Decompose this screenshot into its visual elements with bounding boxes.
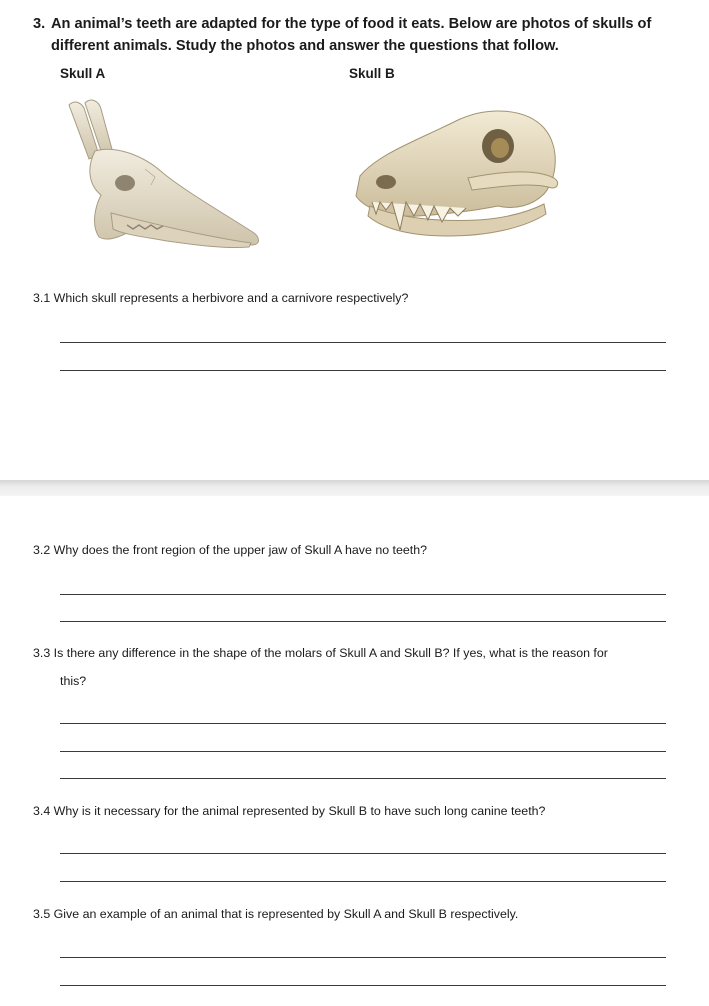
question-3-4 xyxy=(33,797,683,825)
question-3-5 xyxy=(33,900,683,928)
question-intro-line-1: An animal’s teeth are adapted for the type of food it eats. Below are photos of skulls of xyxy=(51,16,652,32)
answer-line[interactable] xyxy=(60,751,666,752)
answer-line[interactable] xyxy=(60,594,666,595)
question-intro-line-2: different animals. Study the photos and answer the questions that follow. xyxy=(51,38,559,54)
answer-line[interactable] xyxy=(60,342,666,343)
question-3-3-text: 3.3 Is there any difference in the shape of the molars of Skull A and Skull B? If yes, what is the reason for xyxy=(33,646,608,660)
question-3-5-text: 3.5 Give an example of an animal that is represented by Skull A and Skull B respectively. xyxy=(33,907,519,921)
skull-b-label: Skull B xyxy=(349,66,395,81)
question-3-heading xyxy=(33,13,693,57)
page-separator xyxy=(0,480,709,496)
answer-line[interactable] xyxy=(60,778,666,779)
question-3-3-text-cont: this? xyxy=(60,674,87,688)
question-3-2-text: 3.2 Why does the front region of the upper jaw of Skull A have no teeth? xyxy=(33,543,428,557)
answer-line[interactable] xyxy=(60,985,666,986)
answer-line[interactable] xyxy=(60,957,666,958)
answer-line[interactable] xyxy=(60,853,666,854)
question-number: 3. xyxy=(33,16,46,32)
answer-line[interactable] xyxy=(60,370,666,371)
question-3-2 xyxy=(33,536,683,564)
question-3-4-text: 3.4 Why is it necessary for the animal represented by Skull B to have such long canine teeth? xyxy=(33,804,546,818)
skull-b-photo xyxy=(348,98,570,246)
skull-a-photo xyxy=(55,95,270,255)
question-3-1 xyxy=(33,284,683,312)
answer-line[interactable] xyxy=(60,621,666,622)
answer-line[interactable] xyxy=(60,723,666,724)
question-3-1-text: 3.1 Which skull represents a herbivore and a carnivore respectively? xyxy=(33,291,409,305)
answer-line[interactable] xyxy=(60,881,666,882)
skull-a-label: Skull A xyxy=(60,66,106,81)
question-3-3 xyxy=(33,639,683,695)
worksheet-page-1 xyxy=(0,0,709,480)
worksheet-page-2 xyxy=(0,496,709,1006)
